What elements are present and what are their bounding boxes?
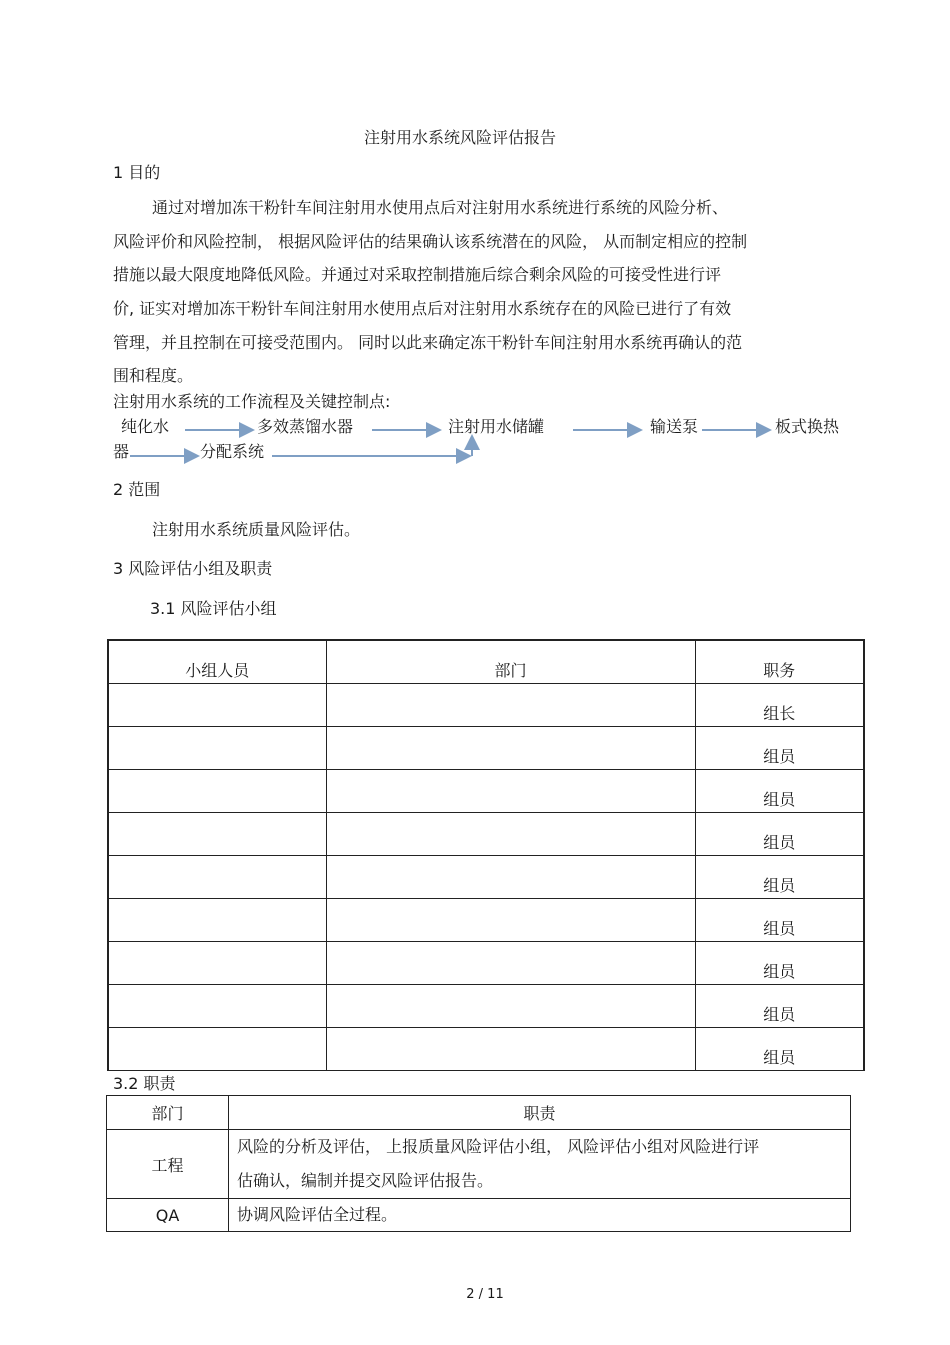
team-member-cell: [108, 856, 326, 899]
section-3-heading: 3 风险评估小组及职责: [113, 559, 273, 578]
team-header-member: 小组人员: [108, 640, 326, 684]
section-1-heading: 1 目的: [113, 163, 161, 182]
table-row: [108, 813, 864, 856]
team-dept-cell: [326, 985, 695, 1028]
flow-step-still: 多效蒸馏水器: [257, 417, 354, 436]
flow-step-distribution: 分配系统: [200, 442, 265, 461]
flow-step-storage-tank: 注射用水储罐: [448, 417, 545, 436]
flow-step-heat-exchanger-cont: 器: [113, 442, 130, 461]
flow-heading: 注射用水系统的工作流程及关键控制点:: [113, 392, 391, 411]
table-row: [108, 942, 864, 985]
table-row: [108, 899, 864, 942]
duty-header-dept: 部门: [107, 1096, 229, 1130]
table-row: [108, 1028, 864, 1071]
section-3-2-heading: 3.2 职责: [113, 1074, 176, 1093]
duty-resp-cell: [229, 1199, 851, 1232]
purpose-line-2: 风险评价和风险控制， 根据风险评估的结果确认该系统潜在的风险， 从而制定相应的控制: [113, 232, 748, 251]
scope-text: 注射用水系统质量风险评估。: [152, 520, 361, 539]
table-row: [108, 770, 864, 813]
flow-step-heat-exchanger: 板式换热: [775, 417, 840, 436]
team-dept-cell: [326, 684, 695, 727]
team-role-cell: 组员: [695, 942, 864, 985]
duty-resp-line: 协调风险评估全过程。: [237, 1205, 398, 1224]
table-row: [108, 727, 864, 770]
duty-table: [106, 1095, 851, 1232]
team-header-role: 职务: [695, 640, 864, 684]
team-member-cell: [108, 684, 326, 727]
team-member-cell: [108, 942, 326, 985]
team-role-cell: 组员: [695, 985, 864, 1028]
duty-resp-line: 风险的分析及评估， 上报质量风险评估小组， 风险评估小组对风险进行评: [237, 1137, 760, 1156]
team-dept-cell: [326, 727, 695, 770]
team-member-cell: [108, 727, 326, 770]
team-role-cell: 组员: [695, 813, 864, 856]
table-row: [108, 684, 864, 727]
team-member-cell: [108, 899, 326, 942]
team-role-cell: 组员: [695, 727, 864, 770]
team-role-cell: 组员: [695, 899, 864, 942]
purpose-line-1: 通过对增加冻干粉针车间注射用水使用点后对注射用水系统进行系统的风险分析、: [152, 198, 729, 217]
duty-header-row: [107, 1096, 851, 1130]
section-2-heading: 2 范围: [113, 480, 161, 499]
team-role-cell: 组员: [695, 770, 864, 813]
team-header-row: [108, 640, 864, 684]
team-dept-cell: [326, 1028, 695, 1071]
team-dept-cell: [326, 770, 695, 813]
team-member-cell: [108, 985, 326, 1028]
purpose-line-4: 价, 证实对增加冻干粉针车间注射用水使用点后对注射用水系统存在的风险已进行了有效: [113, 299, 732, 318]
team-member-cell: [108, 1028, 326, 1071]
team-member-cell: [108, 770, 326, 813]
team-role-cell: 组员: [695, 856, 864, 899]
purpose-line-5: 管理，并且控制在可接受范围内。 同时以此来确定冻干粉针车间注射用水系统再确认的范: [113, 333, 743, 352]
team-member-cell: [108, 813, 326, 856]
team-dept-cell: [326, 813, 695, 856]
duty-resp-cell: [229, 1130, 851, 1199]
duty-dept-cell: QA: [107, 1199, 229, 1232]
purpose-line-6: 围和程度。: [113, 366, 194, 385]
document-title: 注射用水系统风险评估报告: [363, 128, 556, 147]
duty-header-resp: 职责: [229, 1096, 851, 1130]
team-header-dept: 部门: [326, 640, 695, 684]
duty-resp-line: 估确认，编制并提交风险评估报告。: [237, 1171, 494, 1190]
flow-step-pump: 输送泵: [650, 417, 699, 436]
team-dept-cell: [326, 942, 695, 985]
duty-dept-cell: 工程: [107, 1130, 229, 1199]
table-row: [108, 856, 864, 899]
section-3-1-heading: 3.1 风险评估小组: [150, 599, 277, 618]
team-role-cell: 组员: [695, 1028, 864, 1071]
team-table: [107, 639, 865, 1071]
page-number: 2 / 11: [466, 1287, 504, 1302]
team-dept-cell: [326, 856, 695, 899]
table-row: [108, 985, 864, 1028]
flow-arrows: [0, 0, 950, 480]
flow-step-purified-water: 纯化水: [121, 417, 170, 436]
team-dept-cell: [326, 899, 695, 942]
table-row: [107, 1199, 851, 1232]
table-row: [107, 1130, 851, 1199]
team-role-cell: 组长: [695, 684, 864, 727]
purpose-line-3: 措施以最大限度地降低风险。并通过对采取控制措施后综合剩余风险的可接受性进行评: [113, 265, 722, 284]
